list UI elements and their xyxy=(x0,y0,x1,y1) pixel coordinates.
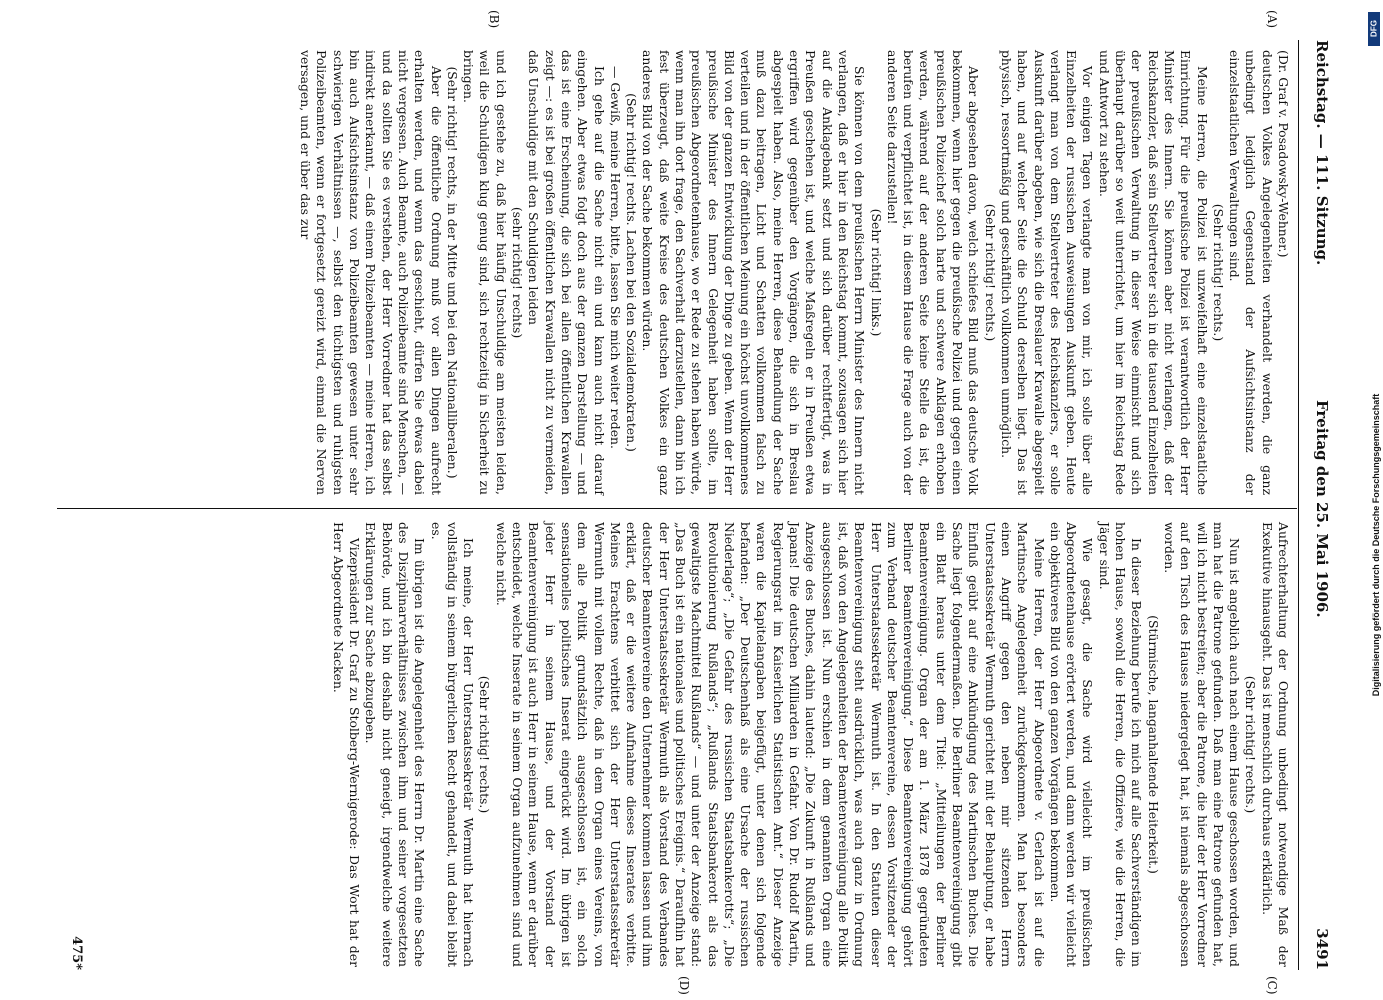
interjection: (Sehr richtig! rechts.) xyxy=(982,203,998,342)
column-right xyxy=(329,522,1291,967)
paragraph: Nun ist angeblich auch nach einem Hause geschossen worden, und man hat die Patrone gefunden. Daß man eine Patrone gefunden hat, will ich nicht bestreiten; aber die Patrone, die hier der Herr Vorredner auf den Tisch des Hauses niedergelegt hat, ist niemals abgeschossen worden. xyxy=(1161,522,1243,967)
interjection: (Stürmische, langanhaltende Heiterkeit.) xyxy=(1145,615,1161,874)
paragraph: In dieser Beziehung berufe ich mich auf alle Sachverständigen im hohen Hause, sowohl die Herren, die Offiziere, wie die Herren, die Jäger sind. xyxy=(1096,522,1145,967)
paragraph: deutschen Volkes Angelegenheiten verhandelt werden, die ganz unbedingt lediglich Gegenstand der Aufsichtsinstanz der einzelstaatlichen Verwaltungen sind. xyxy=(1227,50,1275,495)
paragraph: und ich gestehe zu, daß hier häufig Unschuldige am meisten leiden, weil die Schuldigen klug genug sind, sich rechtzeitig in Sicherheit zu bringen. xyxy=(461,50,509,495)
interjection: (Sehr richtig! rechts, in der Mitte und bei den Nationalliberalen.) xyxy=(444,66,460,479)
paragraph: Sie können von dem preußischen Herrn Minister des Innern nicht verlangen, daß er hier in den Reichstag kommt, sozusagen sich hier auf die Anklagebank setzt und sich darüber rechtfertigt, was in Preußen geschehen ist, und welche Maßregeln er in Preußen etwa ergriffen wird gegenüber den Vorgängen, die sich in Breslau abgespielt haben. Also, meine Herren, diese Behandlung der Sache muß dazu beitragen, Licht und Schatten vollkommen falsch zu verteilen und in der öffentlichen Meinung ein höchst unvollkommenes Bild von der ganzen Entwicklung der Dinge zu geben. Wenn der Herr preußische Minister des Innern Gelegenheit haben sollte, im preußischen Abgeordnetenhause, wo er Rede zu stehen haben würde, wenn man ihn dort frage, den Sachverhalt darzustellen, dann bin ich fest überzeugt, daß weite Kreise des deutschen Volkes ein ganz anderes Bild von der Sache bekommen würden. xyxy=(640,50,868,495)
page-number: 3491 xyxy=(1313,928,1331,970)
interjection: (Sehr richtig! links.) xyxy=(868,208,884,337)
interjection: (Sehr richtig! rechts. Lachen bei den Sozialdemokraten.) xyxy=(624,93,640,452)
paragraph: — Gewiß, meine Herren, bitte, lassen Sie mich weiter reden. xyxy=(607,66,623,449)
paragraph: Ich meine, der Herr Unterstaatssekretär Wermuth hat hiernach vollständig in seinem bürgerlichen Recht gehandelt, und dabei bleibt es. xyxy=(428,522,477,967)
header-date: Freitag den 25. Mai 1906. xyxy=(1313,400,1331,618)
paragraph: Ich gehe auf die Sache nicht ein und kann auch nicht darauf eingehen. Aber etwas folgt doch aus der ganzen Darstellung — und das ist eine Erscheinung, die sich bei allen öffentlichen Krawallen zeigt —: es ist bei großen öffentlichen Krawallen nicht zu vermeiden, daß Unschuldige mit den Schuldigen leiden xyxy=(526,50,607,495)
paragraph: Meine Herren, der Herr Abgeordnete v. Gerlach ist auf die Martinsche Angelegenheit zurückgekommen. Man hat besonders einen Angriff gegen den neben mir sitzenden Herrn Unterstaatssekretär Wermuth gerichtet mit der Behauptung, er habe Einfluß geübt auf eine Ankündigung des Martinschen Buches. Die Sache liegt folgendermaßen. Die Berliner Beamtenvereinigung gibt ein Blatt heraus unter dem Titel: „Mitteilungen der Berliner Beamtenvereinigung. Organ der am 1. März 1878 gegründeten Berliner Beamtenvereinigung.“ Diese Beamtenvereinigung gehört zum Verband deutscher Beamtenvereine, dessen Vorsitzender der Herr Unterstaatssekretär Wermuth ist. In den Statuten dieser Beamtenvereinigung steht ausdrücklich, was auch ganz in Ordnung ist, daß von den Angelegenheiten der Beamtenvereinigung alle Politik ausgeschlossen ist. Nun erschien in dem genannten Organ eine Anzeige des Buches, dahin lautend: „Die Zukunft in Rußlands und Japans! Die deutschen Milliarden in Gefahr. Von Dr. Rudolf Martin, Regierungsrat im Kaiserlichen Statistischen Amt.“ Dieser Anzeige waren die Kapitelangaben beigefügt, unter denen sich folgende befanden: „Der Deutschenhaß als eine Ursache der russischen Niederlage“; „Die Gefahr des russischen Staatsbankerotts“; „Die Revolutionierung Rußlands“; „Rußlands Staatsbankerott als das gewaltigste Machtmittel Rußlands“ — und unter der Anzeige stand: „Das Buch ist ein nationales und politisches Ereignis.“ Daraufhin hat der Herr Unterstaatssekretär Wermuth als Vorstand des Verbandes deutscher Beamtenvereine den Unternehmer kommen lassen und ihm erklärt, daß er die weitere Aufnahme dieses Inserates verbitte. Meines Erachtens verbittet sich der Herr Unterstaatssekretär Wermuth mit vollem Rechte, daß in dem Organ eines Vereins, von dem alle Politik grundsätzlich ausgeschlossen ist, ein solch sensationelles politisches Inserat eingerückt wird. Im übrigen ist jeder Herr in seinem Hause, und der Vorstand der Beamtenvereinigung ist auch Herr in seinem Hause, wenn er darüber entscheidet, welche Inserate in seinem Organ aufzunehmen sind und welche nicht. xyxy=(493,522,1047,967)
paragraph: Vor einigen Tagen verlangte man von mir, ich solle über alle Einzelheiten der russischen Ausweisungen Auskunft geben. Heute verlangt man von dem Stellvertreter des Reichskanzlers, er solle Auskunft darüber abgeben, wie sich die Breslauer Krawalle abgespielt haben, und auf welcher Seite die Schuld derselben liegt. Das ist physisch, ressortmäßig und geschäftlich vollkommen unmöglich. xyxy=(998,50,1096,495)
paragraph: Im übrigen ist die Angelegenheit des Herrn Dr. Martin eine Sache des Disziplinarverhältnisses zwischen ihm und seiner vorgesetzten Behörde, und ich bin deshalb nicht geneigt, irgendwelche weitere Erklärungen zur Sache abzugeben. xyxy=(363,522,428,967)
column-divider xyxy=(57,508,1297,509)
paragraph: Vizepräsident Dr. Graf zu Stolberg-Wernigerode: Das Wort hat der Herr Abgeordnete Nacken. xyxy=(330,522,363,967)
dfg-logo xyxy=(1368,12,1380,46)
page-header xyxy=(1303,40,1341,970)
header-session: Reichstag. — 111. Sitzung. xyxy=(1313,40,1331,266)
folio-number: 475* xyxy=(69,936,84,970)
interjection: (Sehr richtig! rechts.) xyxy=(1243,675,1259,814)
paragraph: Meine Herren, die Polizei ist unzweifelhaft eine einzelstaatliche Einrichtung. Für die preußische Polizei ist verantwortlich der Herr Minister des Innern. Sie können aber nicht verlangen, daß der Reichskanzler, daß sein Stellvertreter sich in die tausend Einzelheiten der preußischen Verwaltung in dieser Weise einmischt und sich überhaupt darüber so weit unterrichtet, um hier im Reichstag Rede und Antwort zu stehen. xyxy=(1096,50,1210,495)
dfg-logo-text: DFG xyxy=(1369,20,1379,37)
paragraph: Aber abgesehen davon, welch schiefes Bild muß das deutsche Volk bekommen, wenn hier gegen die preußische Polizei und gegen einen preußischen Polizeichef solch harte und schwere Anklagen erhoben werden, während auf der anderen Seite keine Stelle da ist, die berufen und verpflichtet ist, in diesem Hause die Frage auch von der anderen Seite darzustellen! xyxy=(884,50,982,495)
paragraph: Aber die öffentliche Ordnung muß vor allen Dingen aufrecht erhalten werden, und wenn das geschieht, dürfen Sie etwas dabei nicht vergessen. Auch Beamte, auch Polizeibeamte sind Menschen, — und da sollten Sie es verstehen, der Herr Vorredner hat das selbst indirekt anerkannt, — daß einem Polizeibeamten — meine Herren, ich bin auch Aufsichtsinstanz von Polizeibeamten gewesen unter sehr schwierigen Verhältnissen —, selbst den tüchtigsten und ruhigsten Polizeibeamten, wenn er fortgesetzt gereizt wird, einmal die Nerven versagen, und er über das zur xyxy=(298,50,444,495)
margin-mark-c: (C) xyxy=(1265,976,1279,995)
speaker-line: (Dr. Graf v. Posadowsky-Wehner.) xyxy=(1276,50,1291,258)
margin-mark-b: (B) xyxy=(487,10,501,29)
interjection: (Sehr richtig! rechts.) xyxy=(477,675,493,814)
paragraph: Aufrechterhaltung der Ordnung unbedingt notwendige Maß der Exekutive hinausgeht. Das ist menschlich durchaus erklärlich. xyxy=(1259,522,1291,967)
header-rule xyxy=(1298,40,1299,970)
margin-mark-d: (D) xyxy=(677,976,691,995)
interjection: (Sehr richtig! rechts.) xyxy=(1210,203,1226,342)
credit-text: Digitalisierung gefördert durch die Deutsche Forschungsgemeinschaft xyxy=(1371,393,1381,697)
digitization-credit xyxy=(1366,270,1380,830)
paragraph: Wie gesagt, die Sache wird vielleicht im preußischen Abgeordnetenhause erörtert werden, und dann werden wir vielleicht ein objektiveres Bild von den ganzen Vorgängen bekommen. xyxy=(1047,522,1096,967)
newspaper-page xyxy=(41,10,1341,995)
column-left xyxy=(297,50,1291,495)
interjection: (sehr richtig! rechts) xyxy=(510,206,526,339)
margin-mark-a: (A) xyxy=(1265,10,1279,29)
